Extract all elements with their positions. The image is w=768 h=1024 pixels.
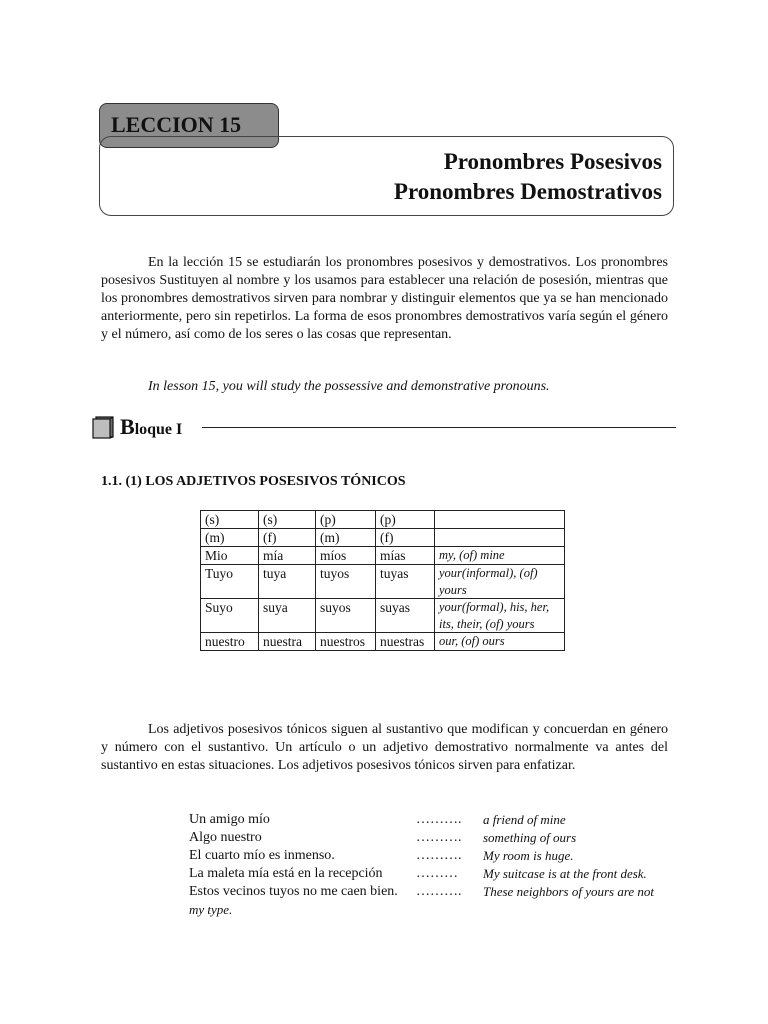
- table-cell: suyos: [316, 599, 376, 633]
- table-row: [201, 511, 565, 529]
- table-cell-english: your(informal), (of) yours: [435, 565, 565, 599]
- lesson-label: LECCION 15: [99, 103, 279, 148]
- table-row: [201, 529, 565, 547]
- table-cell: suyas: [376, 599, 435, 633]
- examples-list: [189, 811, 655, 919]
- table-cell: nuestras: [376, 633, 435, 651]
- table-cell: (p): [316, 511, 376, 529]
- table-cell: (f): [376, 529, 435, 547]
- example-english: something of ours: [483, 830, 577, 845]
- example-english: My suitcase is at the front desk.: [483, 866, 647, 881]
- table-cell: nuestros: [316, 633, 376, 651]
- example-row: [189, 811, 566, 829]
- example-spanish: Un amigo mío: [189, 812, 270, 827]
- table-cell: (p): [376, 511, 435, 529]
- bloque-divider: [202, 427, 676, 428]
- table-cell: suya: [259, 599, 316, 633]
- title-line-1: Pronombres Posesivos: [443, 149, 662, 174]
- table-row: [201, 633, 565, 651]
- page-title: [394, 147, 662, 207]
- table-cell-english: your(formal), his, her, its, their, (of) yours: [435, 599, 565, 633]
- table-cell-english: [435, 529, 565, 547]
- table-cell-english: my, (of) mine: [435, 547, 565, 565]
- table-cell: mía: [259, 547, 316, 565]
- bloque-heading: [90, 412, 182, 442]
- table-cell: nuestra: [259, 633, 316, 651]
- example-spanish: Algo nuestro: [189, 830, 262, 845]
- bloque-label: Bloque I: [120, 414, 183, 439]
- table-cell: míos: [316, 547, 376, 565]
- example-dots: ……….: [416, 812, 462, 827]
- table-row: [201, 599, 565, 633]
- table-cell: (s): [201, 511, 259, 529]
- table-cell: (m): [316, 529, 376, 547]
- possessive-adjectives-table: [200, 510, 565, 651]
- table-cell: nuestro: [201, 633, 259, 651]
- table-cell: tuyas: [376, 565, 435, 599]
- example-continuation: my type.: [189, 902, 233, 917]
- example-english: My room is huge.: [483, 848, 574, 863]
- table-cell: (f): [259, 529, 316, 547]
- table-row: [201, 547, 565, 565]
- example-english: a friend of mine: [483, 812, 566, 827]
- table-cell: Tuyo: [201, 565, 259, 599]
- example-english: These neighbors of yours are not: [483, 884, 655, 899]
- example-spanish: La maleta mía está en la recepción: [189, 866, 383, 881]
- book-icon: [90, 414, 116, 440]
- body-paragraph: Los adjetivos posesivos tónicos siguen al sustantivo que modifican y concuerdan en género y número con el sustantivo. Un artículo o un adjetivo demostrativo normalmente va antes del sustantivo en estas situaciones. Los adjetivos posesivos tónicos sirven para enfatizar.: [101, 722, 668, 773]
- title-line-2: Pronombres Demostrativos: [393, 179, 662, 204]
- table-cell: tuya: [259, 565, 316, 599]
- table-cell: mías: [376, 547, 435, 565]
- table-cell-english: [435, 511, 565, 529]
- table-cell: Suyo: [201, 599, 259, 633]
- example-spanish: El cuarto mío es inmenso.: [189, 848, 335, 863]
- intro-english: In lesson 15, you will study the possessive and demonstrative pronouns.: [148, 379, 550, 394]
- table-cell: (s): [259, 511, 316, 529]
- table-row: [201, 565, 565, 599]
- table-cell: Mio: [201, 547, 259, 565]
- example-row: [189, 847, 574, 865]
- table-cell-english: our, (of) ours: [435, 633, 565, 651]
- example-row: [189, 883, 655, 901]
- example-row: [189, 829, 577, 847]
- section-title: 1.1. (1) LOS ADJETIVOS POSESIVOS TÓNICOS: [101, 474, 406, 489]
- example-dots: ……….: [416, 884, 462, 899]
- table-cell: tuyos: [316, 565, 376, 599]
- example-dots: ……….: [416, 848, 462, 863]
- intro-paragraph: En la lección 15 se estudiarán los pronombres posesivos y demostrativos. Los pronombres posesivos Sustituyen al nombre y los usamos para establecer una relación de posesión, mientras que los pronombres demostrativos sirven para nombrar y distinguir elementos que ya se han mencionado anteriormente, pero sin repetirlos. La forma de esos pronombres demostrativos varía según el género y el número, así como de los seres o las cosas que representan.: [101, 255, 668, 342]
- table-cell: (m): [201, 529, 259, 547]
- example-row: [189, 865, 647, 883]
- example-spanish: Estos vecinos tuyos no me caen bien.: [189, 884, 398, 899]
- example-dots: ……….: [416, 830, 462, 845]
- example-dots: ………: [416, 866, 458, 881]
